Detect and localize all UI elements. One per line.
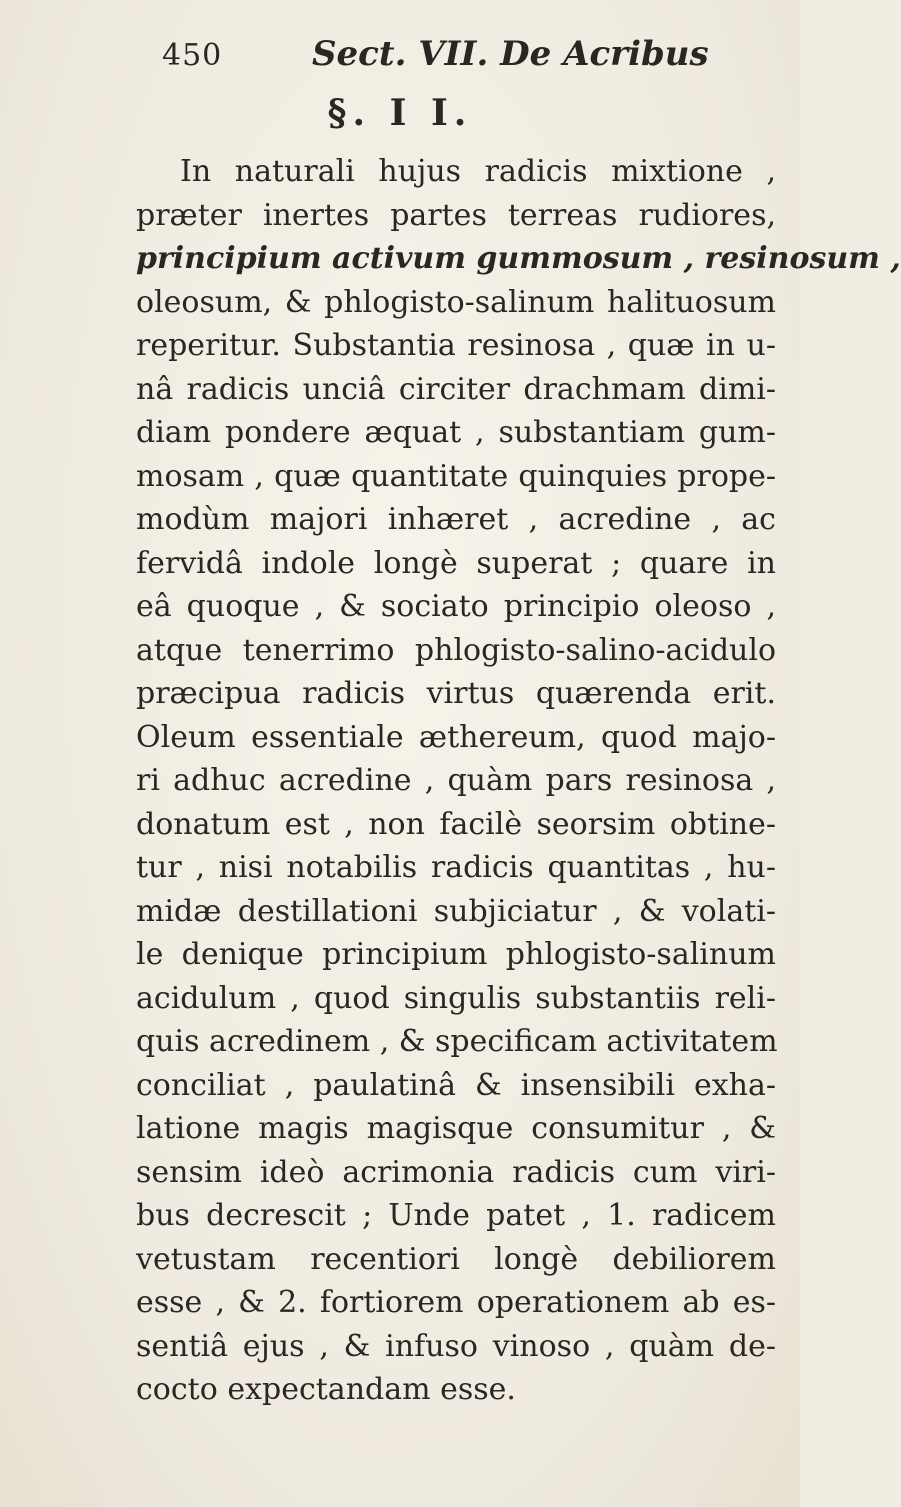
text-line: nâ radicis unciâ circiter drachmam dimi- xyxy=(136,371,776,407)
text-line: Oleum essentiale æthereum, quod majo- xyxy=(136,719,776,755)
text-line: eâ quoque , & sociato principio oleoso , xyxy=(136,589,776,624)
text-line: oleosum, & phlogisto-salinum halituosum xyxy=(136,284,776,320)
text-line: esse , & 2. fortiorem operationem ab es- xyxy=(136,1285,776,1320)
text-line: acidulum , quod singulis substantiis reli- xyxy=(136,980,776,1016)
text-line: sensim ideò acrimonia radicis cum viri- xyxy=(136,1154,776,1190)
section-number: §. I I. xyxy=(327,92,473,134)
text-line: præcipua radicis virtus quærenda erit. xyxy=(136,676,776,711)
running-title: Sect. VII. De Acribus xyxy=(312,34,709,74)
text-line: fervidâ indole longè superat ; quare in xyxy=(136,545,776,581)
text-line: ri adhuc acredine , quàm pars resinosa , xyxy=(136,763,776,798)
text-line: midæ destillationi subjiciatur , & volati- xyxy=(136,893,776,929)
text-line: præter inertes partes terreas rudiores, xyxy=(136,197,776,233)
text-line: reperitur. Substantia resinosa , quæ in u- xyxy=(136,328,776,363)
text-line: sentiâ ejus , & infuso vinoso , quàm de- xyxy=(136,1328,776,1364)
text-line: bus decrescit ; Unde patet , 1. radicem xyxy=(136,1198,776,1233)
text-line: latione magis magisque consumitur , & xyxy=(136,1111,776,1146)
text-line: principium activum gummosum , resinosum , xyxy=(136,241,901,276)
text-line: donatum est , non facilè seorsim obtine- xyxy=(136,806,776,842)
text-line: modùm majori inhæret , acredine , ac xyxy=(136,502,776,537)
text-line: cocto expectandam esse. xyxy=(136,1372,516,1407)
text-line: In naturali hujus radicis mixtione , xyxy=(180,154,776,189)
text-line: mosam , quæ quantitate quinquies prope- xyxy=(136,458,776,494)
body-paragraph xyxy=(136,150,901,1412)
text-line: diam pondere æquat , substantiam gum- xyxy=(136,415,776,450)
page-number: 450 xyxy=(162,38,223,73)
text-line: vetustam recentiori longè debiliorem xyxy=(136,1241,776,1277)
text-line: quis acredinem , & specificam activitatem xyxy=(136,1024,778,1059)
text-line: le denique principium phlogisto-salinum xyxy=(136,937,776,972)
text-line: atque tenerrimo phlogisto-salino-acidulo xyxy=(136,632,776,668)
text-line: tur , nisi notabilis radicis quantitas , hu- xyxy=(136,850,776,885)
text-line: conciliat , paulatinâ & insensibili exha- xyxy=(136,1067,776,1103)
running-head xyxy=(162,34,760,84)
